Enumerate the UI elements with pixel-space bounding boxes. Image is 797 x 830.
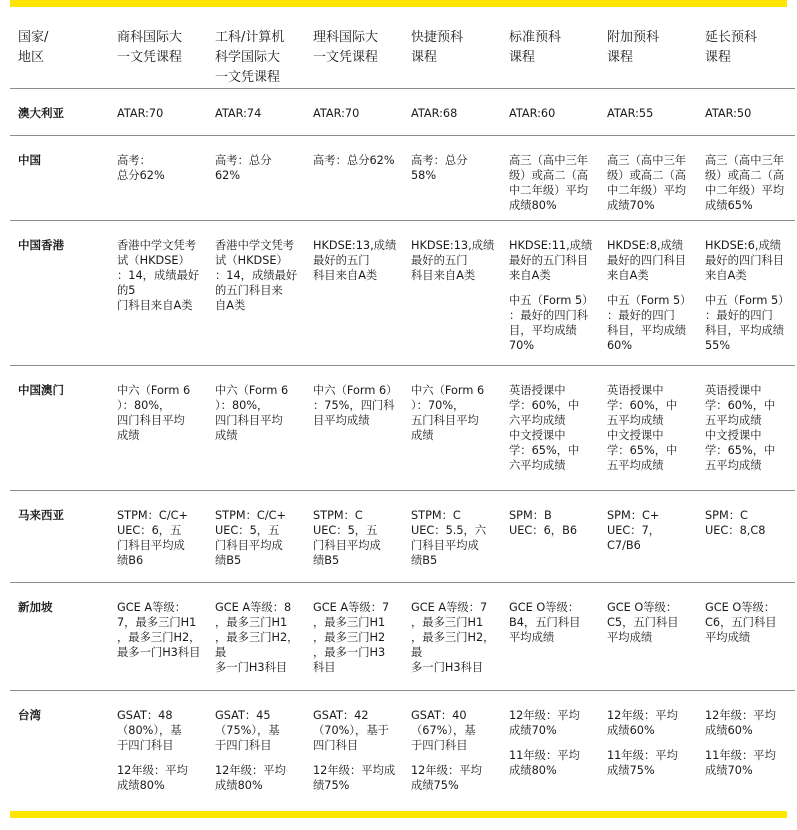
header-standard-foundation: 标准预科 课程: [509, 30, 562, 65]
requirement-cell: 英语授课中 学：60%，中 五平均成绩 中文授课中 学：65%，中 五平均成绩: [607, 384, 678, 472]
requirement-cell: 中六（Form 6 ）：70%， 五门科目平均 成绩: [411, 384, 485, 442]
header-fast-track-foundation: 快捷预科 课程: [411, 30, 464, 65]
requirement-cell: 高考：总分62%: [313, 154, 395, 167]
requirement-cell: ATAR:70: [313, 107, 360, 120]
requirement-cell: HKDSE:6,成绩 最好的四门科目 来自A类 中五（Form 5） ：最好的四门 科目，平均成绩 55%: [705, 239, 790, 352]
requirement-cell: STPM：C UEC：5，五 门科目平均成 绩B5: [313, 509, 381, 567]
requirement-cell: GCE A等级：7 ，最多三门H1 ，最多三门H2 ，最多一门H3 科目: [313, 601, 390, 674]
requirement-cell: ATAR:74: [215, 107, 262, 120]
requirement-cell: ATAR:68: [411, 107, 458, 120]
bottom-accent-bar: [10, 811, 787, 818]
header-business-diploma: 商科国际大 一文凭课程: [117, 30, 183, 65]
header-engineering-cs-diploma: 工科/计算机 科学国际大 一文凭课程: [215, 30, 285, 85]
requirement-cell: 高考：总分 58%: [411, 154, 468, 182]
requirement-cell: SPM：B UEC：6，B6: [509, 509, 578, 537]
header-extended-foundation: 延长预科 课程: [705, 30, 758, 65]
country-cell: 台湾: [18, 708, 41, 722]
requirement-cell: HKDSE:11,成绩 最好的五门科目 来自A类 中五（Form 5） ：最好的四门科 目，平均成绩 70%: [509, 239, 594, 352]
requirement-cell: GSAT：48 （80%），基 于四门科目 12年级：平均 成绩80%: [117, 709, 188, 792]
country-cell: 中国: [18, 153, 41, 167]
requirement-cell: ATAR:55: [607, 107, 654, 120]
requirement-cell: ATAR:60: [509, 107, 556, 120]
requirement-cell: 英语授课中 学：60%，中 六平均成绩 中文授课中 学：65%，中 六平均成绩: [509, 384, 580, 472]
requirement-cell: GSAT：40 （67%），基 于四门科目 12年级：平均 成绩75%: [411, 709, 482, 792]
country-cell: 澳大利亚: [18, 106, 64, 120]
requirement-cell: ATAR:70: [117, 107, 164, 120]
requirement-cell: 高三（高中三年 级）或高二（高 中二年级）平均 成绩65%: [705, 154, 785, 212]
header-science-diploma: 理科国际大 一文凭课程: [313, 30, 379, 65]
requirement-cell: STPM：C/C+ UEC：6，五 门科目平均成 绩B6: [117, 509, 188, 567]
requirement-cell: 中六（Form 6） ：75%，四门科 目平均成绩: [313, 384, 398, 427]
requirement-cell: 12年级：平均 成绩60% 11年级：平均 成绩70%: [705, 709, 776, 777]
admission-requirements-table: [10, 7, 795, 806]
requirement-cell: STPM：C/C+ UEC：5，五 门科目平均成 绩B5: [215, 509, 286, 567]
requirement-cell: ATAR:50: [705, 107, 752, 120]
requirement-cell: GCE O等级： C5，五门科目 平均成绩: [607, 601, 679, 644]
country-cell: 中国澳门: [18, 383, 64, 397]
requirement-cell: HKDSE:13,成绩 最好的五门 科目来自A类: [313, 239, 397, 282]
requirement-cell: STPM：C UEC：5.5，六 门科目平均成 绩B5: [411, 509, 487, 567]
table-row: [10, 491, 795, 583]
header-row: [10, 7, 795, 89]
requirement-cell: 中六（Form 6 ）：80%， 四门科目平均 成绩: [215, 384, 289, 442]
table-row: [10, 583, 795, 691]
table-row: [10, 136, 795, 221]
header-extra-foundation: 附加预科 课程: [607, 30, 660, 65]
requirement-cell: 英语授课中 学：60%，中 五平均成绩 中文授课中 学：65%，中 五平均成绩: [705, 384, 776, 472]
requirement-cell: GCE A等级： 7，最多三门H1 ，最多三门H2， 最多一门H3科目: [117, 601, 201, 659]
requirement-cell: GCE O等级： C6，五门科目 平均成绩: [705, 601, 777, 644]
country-cell: 马来西亚: [18, 508, 64, 522]
requirement-cell: SPM：C+ UEC：7， C7/B6: [607, 509, 661, 552]
requirement-cell: 中六（Form 6 ）：80%， 四门科目平均 成绩: [117, 384, 191, 442]
requirement-cell: 香港中学文凭考 试（HKDSE） ：14，成绩最好的5 门科目来自A类: [117, 239, 200, 312]
requirement-cell: 12年级：平均 成绩70% 11年级：平均 成绩80%: [509, 709, 580, 777]
requirement-cell: 高三（高中三年 级）或高二（高 中二年级）平均 成绩80%: [509, 154, 589, 212]
requirement-cell: SPM：C UEC：8,C8: [705, 509, 766, 537]
requirement-cell: GSAT：45 （75%），基 于四门科目 12年级：平均 成绩80%: [215, 709, 286, 792]
table-row: [10, 89, 795, 136]
requirement-cell: 高三（高中三年 级）或高二（高 中二年级）平均 成绩70%: [607, 154, 687, 212]
requirement-cell: 高考： 总分62%: [117, 154, 165, 182]
country-cell: 中国香港: [18, 238, 64, 252]
table-row: [10, 691, 795, 806]
table-row: [10, 366, 795, 491]
header-country-region: 国家/ 地区: [18, 30, 49, 65]
requirement-cell: HKDSE:8,成绩 最好的四门科目 来自A类 中五（Form 5） ：最好的四门 科目，平均成绩 60%: [607, 239, 692, 352]
requirement-cell: 香港中学文凭考 试（HKDSE） ：14，成绩最好 的五门科目来 自A类: [215, 239, 298, 312]
top-accent-bar: [10, 0, 787, 7]
requirement-cell: 12年级：平均 成绩60% 11年级：平均 成绩75%: [607, 709, 678, 777]
requirement-cell: 高考：总分 62%: [215, 154, 272, 182]
requirement-cell: GCE A等级：8 ，最多三门H1 ，最多三门H2，最 多一门H3科目: [215, 601, 299, 674]
table-row: [10, 221, 795, 366]
requirement-cell: GCE O等级： B4，五门科目 平均成绩: [509, 601, 581, 644]
requirement-cell: GCE A等级：7 ，最多三门H1 ，最多三门H2，最 多一门H3科目: [411, 601, 495, 674]
requirement-cell: HKDSE:13,成绩 最好的五门 科目来自A类: [411, 239, 495, 282]
requirement-cell: GSAT：42 （70%），基于 四门科目 12年级：平均成 绩75%: [313, 709, 396, 792]
country-cell: 新加坡: [18, 600, 53, 614]
